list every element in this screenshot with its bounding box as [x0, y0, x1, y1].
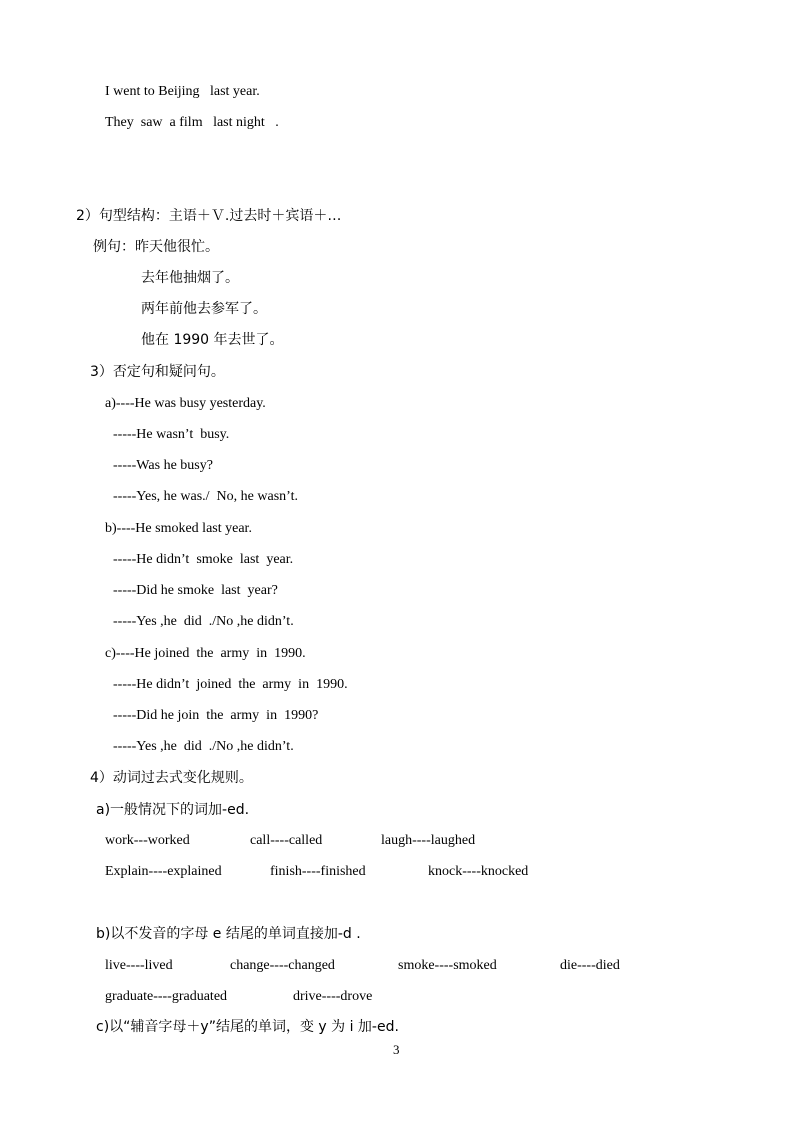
example-label: 例句：昨天他很忙。 [93, 239, 219, 255]
dialog-line: -----He didn’t smoke last year. [113, 552, 294, 567]
rule-heading: a)一般情况下的词加-ed. [96, 802, 250, 818]
dialog-line: -----Yes ,he did ./No ,he didn’t. [113, 614, 294, 629]
word-pair: die----died [560, 958, 620, 973]
dialog-line: b)----He smoked last year. [105, 521, 252, 536]
page-number: 3 [393, 1042, 400, 1057]
example-sentence: I went to Beijing last year. [105, 84, 260, 99]
example-sentence-cn: 两年前他去参军了。 [141, 301, 267, 317]
example-sentence: They saw a film last night . [105, 115, 279, 130]
word-pair: smoke----smoked [398, 958, 497, 973]
word-pair: call----called [250, 833, 323, 848]
dialog-line: -----Yes ,he did ./No ,he didn’t. [113, 739, 294, 754]
word-pair: work---worked [105, 833, 190, 848]
section-heading: 2）句型结构：主语＋Ｖ.过去时＋宾语＋… [76, 208, 342, 224]
word-pair: laugh----laughed [381, 833, 476, 848]
section-heading: 3）否定句和疑问句。 [90, 364, 225, 380]
dialog-line: -----Was he busy? [113, 458, 213, 473]
word-pair: change----changed [230, 958, 335, 973]
dialog-line: -----Yes, he was./ No, he wasn’t. [113, 489, 298, 504]
dialog-line: -----Did he join the army in 1990? [113, 708, 319, 723]
example-sentence-cn: 他在 1990 年去世了。 [141, 332, 284, 348]
word-pair: knock----knocked [428, 864, 529, 879]
rule-heading: c)以“辅音字母＋y”结尾的单词，变 y 为 i 加-ed. [96, 1019, 399, 1035]
word-pair: finish----finished [270, 864, 366, 879]
dialog-line: -----He didn’t joined the army in 1990. [113, 677, 348, 692]
example-sentence-cn: 去年他抽烟了。 [141, 270, 239, 286]
dialog-line: c)----He joined the army in 1990. [105, 646, 306, 661]
rule-heading: b)以不发音的字母 e 结尾的单词直接加-d . [96, 926, 361, 942]
word-pair: drive----drove [293, 989, 373, 1004]
word-pair: Explain----explained [105, 864, 222, 879]
word-pair: live----lived [105, 958, 173, 973]
dialog-line: -----He wasn’t busy. [113, 427, 230, 442]
dialog-line: a)----He was busy yesterday. [105, 396, 266, 411]
section-heading: 4）动词过去式变化规则。 [90, 770, 253, 786]
word-pair: graduate----graduated [105, 989, 228, 1004]
dialog-line: -----Did he smoke last year? [113, 583, 278, 598]
